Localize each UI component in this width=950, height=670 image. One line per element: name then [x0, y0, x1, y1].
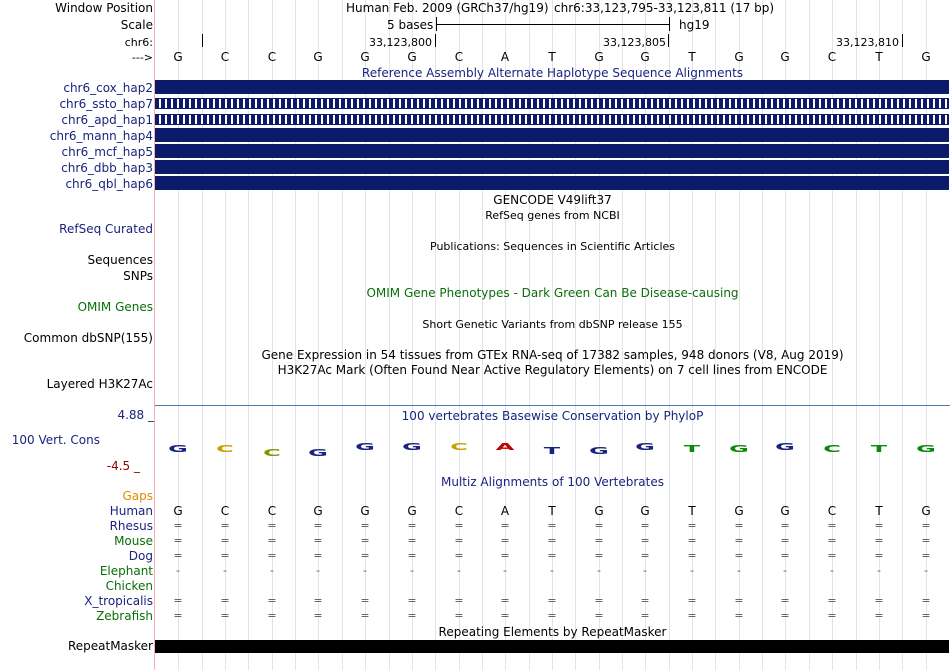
- alignment-base: =: [173, 609, 183, 622]
- alignment-base: =: [734, 519, 744, 532]
- scale-bar: [436, 24, 669, 25]
- gtex-track-title[interactable]: Gene Expression in 54 tissues from GTEx RNA-seq of 17382 samples, 948 donors (V8, Aug 2019): [261, 348, 844, 362]
- alignment-base: =: [594, 594, 604, 607]
- track-label-sequences[interactable]: Sequences: [87, 253, 153, 267]
- chromosome-label: chr6:: [124, 36, 153, 49]
- track-label-chr6-mann-hap4[interactable]: chr6_mann_hap4: [49, 129, 153, 143]
- alignment-base: =: [594, 534, 604, 547]
- reference-base: G: [640, 50, 650, 64]
- conservation-glyph: G: [402, 442, 422, 453]
- alignment-base: =: [407, 609, 417, 622]
- alignment-base: =: [173, 549, 183, 562]
- alignment-base: =: [921, 549, 931, 562]
- track-label-omim-genes[interactable]: OMIM Genes: [77, 300, 153, 314]
- alignment-base: =: [687, 549, 697, 562]
- track-label-snps[interactable]: SNPs: [123, 269, 153, 283]
- alignment-base: =: [734, 594, 744, 607]
- alignment-base: =: [734, 549, 744, 562]
- haplotype-alignment-bar[interactable]: [155, 128, 949, 142]
- alignment-base: =: [454, 549, 464, 562]
- position-tick: [202, 34, 203, 47]
- alignment-base: =: [547, 534, 557, 547]
- alignment-base: -: [270, 564, 274, 577]
- alignment-base: =: [734, 534, 744, 547]
- species-label[interactable]: X_tropicalis: [84, 594, 153, 608]
- alignment-base: G: [173, 504, 183, 518]
- conservation-glyph: G: [589, 446, 609, 457]
- reference-base: G: [360, 50, 370, 64]
- alignment-base: G: [640, 504, 650, 518]
- conservation-glyph: A: [495, 442, 515, 453]
- alignment-base: =: [500, 609, 510, 622]
- alignment-base: =: [360, 609, 370, 622]
- conservation-glyph: G: [308, 448, 328, 459]
- alignment-base: =: [640, 609, 650, 622]
- conservation-glyph: C: [823, 444, 841, 455]
- alignment-base: =: [500, 549, 510, 562]
- species-label[interactable]: Chicken: [105, 579, 153, 593]
- reference-base: T: [688, 50, 696, 64]
- reference-base: T: [548, 50, 556, 64]
- alignment-base: -: [830, 564, 834, 577]
- alignment-base: =: [734, 609, 744, 622]
- alignment-base: G: [313, 504, 323, 518]
- haplotype-alignment-bar[interactable]: [155, 176, 949, 190]
- position-tick: [435, 34, 436, 47]
- alignment-base: =: [313, 519, 323, 532]
- conservation-glyph: G: [635, 442, 655, 453]
- alignment-base: G: [594, 504, 604, 518]
- alignment-base: =: [780, 519, 790, 532]
- track-label-gaps[interactable]: Gaps: [122, 489, 153, 503]
- window-position-label: Window Position: [55, 1, 153, 15]
- assembly-name: Human Feb. 2009 (GRCh37/hg19): [346, 1, 549, 15]
- reference-base: C: [454, 50, 464, 64]
- alignment-base: =: [547, 549, 557, 562]
- conservation-glyph: G: [775, 442, 795, 453]
- alignment-base: -: [597, 564, 601, 577]
- position-tick-label: 33,123,805: [603, 36, 666, 49]
- alignment-base: =: [547, 519, 557, 532]
- reference-base: G: [734, 50, 744, 64]
- alignment-base: =: [827, 534, 837, 547]
- h3k27ac-track-title[interactable]: H3K27Ac Mark (Often Found Near Active Regulatory Elements) on 7 cell lines from ENCODE: [277, 363, 828, 377]
- alignment-base: =: [687, 594, 697, 607]
- alignment-base: =: [874, 609, 884, 622]
- conservation-glyph: G: [916, 444, 936, 455]
- scale-bases: 5 bases: [387, 18, 434, 32]
- alignment-base: =: [874, 534, 884, 547]
- conservation-min-value: -4.5 _: [106, 459, 140, 473]
- alignment-base: -: [924, 564, 928, 577]
- conservation-glyph: C: [216, 444, 234, 455]
- alignment-base: T: [548, 504, 556, 518]
- track-label-chr6-qbl-hap6[interactable]: chr6_qbl_hap6: [65, 177, 153, 191]
- alignment-base: A: [500, 504, 510, 518]
- alignment-base: =: [454, 609, 464, 622]
- conservation-glyph: G: [355, 442, 375, 453]
- alignment-base: =: [921, 609, 931, 622]
- conservation-top-line: [155, 405, 950, 406]
- alignment-base: -: [550, 564, 554, 577]
- alignment-base: =: [594, 519, 604, 532]
- alignment-base: =: [780, 534, 790, 547]
- species-label[interactable]: Dog: [128, 549, 153, 563]
- track-label-repeatmasker[interactable]: RepeatMasker: [67, 639, 153, 653]
- multiz-track-title[interactable]: Multiz Alignments of 100 Vertebrates: [440, 475, 665, 489]
- haplotype-alignment-bar[interactable]: [155, 80, 949, 94]
- track-label-vert-cons[interactable]: 100 Vert. Cons: [11, 433, 100, 447]
- alignment-base: =: [313, 594, 323, 607]
- alignment-base: =: [454, 594, 464, 607]
- db-name: hg19: [679, 18, 710, 32]
- alignment-base: =: [687, 519, 697, 532]
- species-label[interactable]: Elephant: [99, 564, 153, 578]
- position-tick-label: 33,123,800: [369, 36, 432, 49]
- track-label-chr6-apd-hap1[interactable]: chr6_apd_hap1: [61, 113, 153, 127]
- window-position: chr6:33,123,795-33,123,811 (17 bp): [554, 1, 775, 15]
- scale-label: Scale: [120, 18, 153, 32]
- alignment-base: =: [220, 534, 230, 547]
- alignment-base: -: [737, 564, 741, 577]
- conservation-glyph: C: [450, 442, 468, 453]
- alignment-base: =: [173, 519, 183, 532]
- alignment-base: =: [874, 594, 884, 607]
- species-label[interactable]: Human: [109, 504, 153, 518]
- alignment-base: =: [780, 549, 790, 562]
- alignment-base: =: [267, 519, 277, 532]
- alignment-base: -: [223, 564, 227, 577]
- reference-base: C: [827, 50, 837, 64]
- alignment-base: =: [360, 534, 370, 547]
- alignment-base: -: [503, 564, 507, 577]
- alignment-base: =: [313, 609, 323, 622]
- gencode-track-title[interactable]: GENCODE V49lift37: [493, 193, 612, 207]
- alignment-base: =: [454, 534, 464, 547]
- alignment-base: C: [267, 504, 277, 518]
- alignment-base: =: [313, 549, 323, 562]
- alignment-base: =: [640, 549, 650, 562]
- alignment-base: =: [267, 549, 277, 562]
- alignment-base: =: [687, 609, 697, 622]
- alignment-base: =: [500, 534, 510, 547]
- conservation-glyph: T: [870, 444, 888, 455]
- track-label-chr6-cox-hap2[interactable]: chr6_cox_hap2: [63, 81, 153, 95]
- alignment-base: =: [827, 594, 837, 607]
- alignment-base: C: [220, 504, 230, 518]
- alignment-base: =: [874, 519, 884, 532]
- alignment-base: =: [360, 519, 370, 532]
- dbsnp-track-title[interactable]: Short Genetic Variants from dbSNP release 155: [422, 318, 683, 331]
- alignment-base: =: [921, 534, 931, 547]
- alignment-base: G: [780, 504, 790, 518]
- alignment-base: C: [827, 504, 837, 518]
- species-label[interactable]: Zebrafish: [96, 609, 153, 623]
- alignment-base: =: [220, 519, 230, 532]
- haplotype-alignment-gap-line[interactable]: [155, 114, 949, 125]
- alignment-base: -: [783, 564, 787, 577]
- alignment-base: =: [500, 594, 510, 607]
- track-label-chr6-dbb-hap3[interactable]: chr6_dbb_hap3: [61, 161, 153, 175]
- alignment-base: -: [363, 564, 367, 577]
- reference-base: G: [594, 50, 604, 64]
- alignment-base: =: [780, 609, 790, 622]
- alignment-base: -: [176, 564, 180, 577]
- alignment-base: =: [547, 594, 557, 607]
- alignment-base: G: [921, 504, 931, 518]
- haplotype-alignment-gap-line[interactable]: [155, 98, 949, 109]
- alignment-base: =: [827, 609, 837, 622]
- alignment-base: C: [454, 504, 464, 518]
- alignment-base: =: [173, 534, 183, 547]
- alignment-base: =: [407, 594, 417, 607]
- species-label[interactable]: Rhesus: [109, 519, 153, 533]
- reference-base: G: [780, 50, 790, 64]
- conservation-glyph: C: [263, 448, 281, 459]
- repeat-element-bar[interactable]: [155, 640, 949, 653]
- alignment-base: =: [220, 549, 230, 562]
- alignment-base: =: [921, 594, 931, 607]
- alignment-base: =: [687, 534, 697, 547]
- alignment-base: =: [360, 594, 370, 607]
- alignment-base: =: [407, 519, 417, 532]
- reference-base: C: [267, 50, 277, 64]
- alignment-base: G: [734, 504, 744, 518]
- alignment-base: =: [220, 594, 230, 607]
- conservation-glyph: T: [543, 446, 561, 457]
- alignment-base: =: [407, 549, 417, 562]
- position-tick: [902, 34, 903, 47]
- track-label-refseq-curated[interactable]: RefSeq Curated: [59, 222, 153, 236]
- reference-base: G: [173, 50, 183, 64]
- alignment-base: =: [407, 534, 417, 547]
- conservation-glyph: G: [168, 444, 188, 455]
- reference-base: G: [921, 50, 931, 64]
- position-tick: [668, 34, 669, 47]
- alignment-base: T: [875, 504, 883, 518]
- publications-track-title[interactable]: Publications: Sequences in Scientific Articles: [430, 240, 675, 253]
- reference-base: C: [220, 50, 230, 64]
- track-label-common-dbsnp[interactable]: Common dbSNP(155): [23, 331, 153, 345]
- refseq-track-title[interactable]: RefSeq genes from NCBI: [485, 209, 620, 222]
- track-label-layered-h3k27ac[interactable]: Layered H3K27Ac: [46, 377, 153, 391]
- alignment-base: =: [640, 519, 650, 532]
- alignment-base: =: [313, 534, 323, 547]
- alignment-base: =: [640, 594, 650, 607]
- alignment-base: -: [877, 564, 881, 577]
- species-label[interactable]: Mouse: [114, 534, 153, 548]
- reference-base: G: [407, 50, 417, 64]
- alignment-base: =: [921, 519, 931, 532]
- alignment-base: G: [360, 504, 370, 518]
- haplotype-alignment-bar[interactable]: [155, 144, 949, 158]
- alignment-base: =: [173, 594, 183, 607]
- alignment-base: =: [454, 519, 464, 532]
- reference-base: T: [875, 50, 883, 64]
- alignment-base: -: [410, 564, 414, 577]
- repeatmasker-track-title[interactable]: Repeating Elements by RepeatMasker: [438, 625, 667, 639]
- conservation-glyph: T: [683, 444, 701, 455]
- track-label-chr6-ssto-hap7[interactable]: chr6_ssto_hap7: [59, 97, 153, 111]
- alignment-base: G: [407, 504, 417, 518]
- conservation-max-value: 4.88 _: [117, 408, 154, 422]
- alignment-base: -: [316, 564, 320, 577]
- scale-bar-end: [669, 17, 670, 31]
- omim-track-title[interactable]: OMIM Gene Phenotypes - Dark Green Can Be Disease-causing: [366, 286, 739, 300]
- conservation-track-title[interactable]: 100 vertebrates Basewise Conservation by PhyloP: [401, 409, 704, 423]
- alignment-base: -: [643, 564, 647, 577]
- alignment-base: =: [594, 549, 604, 562]
- haplotype-alignment-bar[interactable]: [155, 160, 949, 174]
- alignment-base: -: [690, 564, 694, 577]
- alignment-base: =: [360, 549, 370, 562]
- alignment-base: =: [220, 609, 230, 622]
- alignment-base: -: [457, 564, 461, 577]
- reference-base: G: [313, 50, 323, 64]
- reference-base: A: [500, 50, 510, 64]
- alignment-base: =: [267, 594, 277, 607]
- alignment-base: =: [640, 534, 650, 547]
- alignment-base: =: [547, 609, 557, 622]
- alignment-base: =: [500, 519, 510, 532]
- alignment-base: =: [594, 609, 604, 622]
- alignment-base: =: [874, 549, 884, 562]
- alignment-base: =: [827, 549, 837, 562]
- alignment-base: =: [267, 534, 277, 547]
- conservation-glyph: G: [729, 444, 749, 455]
- alt-haplotypes-title[interactable]: Reference Assembly Alternate Haplotype Sequence Alignments: [361, 66, 744, 80]
- alignment-base: =: [827, 519, 837, 532]
- track-label-chr6-mcf-hap5[interactable]: chr6_mcf_hap5: [61, 145, 153, 159]
- alignment-base: =: [267, 609, 277, 622]
- strand-arrow-label: --->: [131, 51, 153, 64]
- alignment-base: =: [780, 594, 790, 607]
- position-tick-label: 33,123,810: [836, 36, 899, 49]
- alignment-base: T: [688, 504, 696, 518]
